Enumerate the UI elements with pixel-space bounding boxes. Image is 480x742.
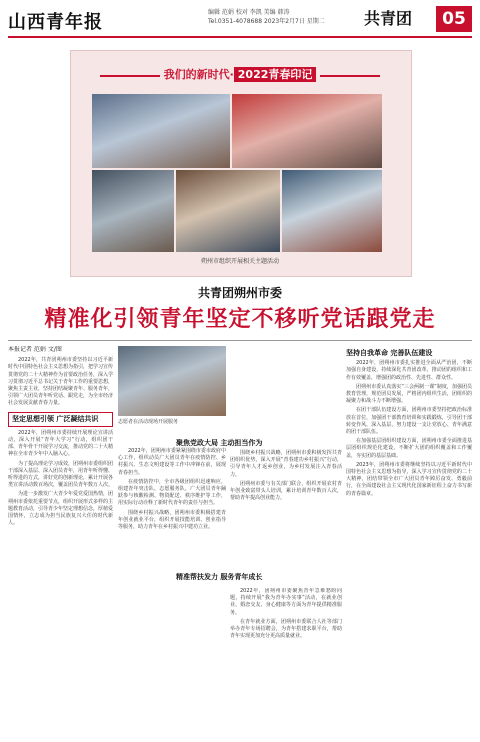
body-paragraph: 在青年就业方面，团朔州市委联合人社等部门举办青年专场招聘会，为青年搭建求职平台，帮助青年实现更加充分更高质量就业。 bbox=[230, 618, 342, 640]
headline-rule bbox=[8, 340, 472, 341]
body-paragraph: 2023年，团朔州市委将继续坚持以习近平新时代中国特色社会主义思想为指导，深入学习宣传贯彻党的二十大精神，团结带领全市广大团员青年踔厉奋发、勇毅前行，在全面建设社会主义现代化国家新征程上奋力书写新的青春篇章。 bbox=[346, 461, 472, 497]
banner-text bbox=[70, 66, 410, 82]
body-paragraph: 团朔州市委与有关部门联合，组织开展农村青年创业致富带头人培训，累计培训青年数百人次，帮助青年提高创业能力。 bbox=[230, 480, 342, 502]
section-heading: 聚焦党政大局 主动担当作为 bbox=[176, 439, 263, 447]
edition-date: Tel.0351-4078688 2023年2月7日 星期二 bbox=[208, 18, 325, 25]
section-title: 共青团 bbox=[364, 9, 413, 28]
article-column-1 bbox=[8, 346, 113, 736]
body-paragraph: 在团干部队伍建设方面，团朔州市委坚持把政治标准放在首位，加强团干部教育培训和实践锻炼，引导团干部转变作风、深入基层，努力建设一支让党放心、青年满意的团干部队伍。 bbox=[346, 407, 472, 436]
body-paragraph: 在加强基层团组织建设方面，团朔州市委全面推进基层团组织规范化建设，不断扩大团的组织覆盖和工作覆盖，夯实团的基层基础。 bbox=[346, 438, 472, 459]
body-paragraph: 围绕乡村振兴战略，团朔州市委积极搭建青年创业就业平台，组织开展技能培训、创业指导等服务，助力青年在乡村振兴中建功立业。 bbox=[118, 509, 226, 531]
section-heading: 坚持自我革命 完善队伍建设 bbox=[346, 349, 433, 357]
byline: 本报记者 范娟 文/图 bbox=[8, 346, 62, 353]
intro-paragraph: 2022年，共青团朔州市委坚持以习近平新时代中国特色社会主义思想为指引，把学习宣传贯彻党的二十大精神作为首要政治任务，深入学习贯彻习近平总书记关于青年工作的重要思想，聚焦主责主业，坚持团结凝聚青年、服务青年，引领广大团员青年听党话、跟党走，为全市经济社会发展贡献青春力量。 bbox=[8, 357, 113, 407]
inline-photo-caption: 志愿者在活动现场开展服务 bbox=[118, 419, 179, 425]
section-heading: 坚定思想引领 广泛凝结共识 bbox=[8, 412, 113, 427]
main-headline: 精准化引领青年坚定不移听党话跟党走 bbox=[44, 306, 436, 332]
newspaper-name: 山西青年报 bbox=[8, 12, 103, 33]
body-paragraph: 2022年，团朔州市委紧紧围绕市委市政府中心工作，组织动员广大团员青年在疫情防控、乡村振兴、生态文明建设等工作中冲锋在前，展现青春担当。 bbox=[118, 448, 226, 476]
body-paragraph: 2022年，团朔州市委聚焦青年急难愁盼问题，持续开展“我为青年办实事”活动，在就业创业、婚恋交友、身心健康等方面为青年提供精准服务。 bbox=[230, 588, 342, 616]
body-paragraph: 在疫情防控中，全市各级团组织迅速响应，组建青年突击队、志愿服务队，广大团员青年踊跃参与核酸检测、物资配送、秩序维护等工作，用实际行动诠释了新时代青年的责任与担当。 bbox=[118, 478, 226, 507]
body-paragraph: 2022年，团朔州市委持续开展理论宣讲活动，深入开展“青年大学习”行动，组织团干部、青年骨干开展学习交流，推动党的二十大精神在全市青少年中入脑入心。 bbox=[8, 429, 113, 458]
header-rule bbox=[8, 36, 472, 38]
banner-highlight: 2022青春印记 bbox=[234, 67, 317, 82]
event-photo bbox=[176, 170, 280, 252]
body-paragraph: 围绕乡村振兴战略，团朔州市委积极发挥共青团组织优势，深入开展“青春建功乡村振兴”行动，引导青年人才返乡创业，为乡村发展注入青春活力。 bbox=[230, 450, 342, 478]
article-column-2 bbox=[118, 428, 226, 736]
edition-info bbox=[208, 8, 348, 26]
event-photo bbox=[282, 170, 382, 252]
page-number: 05 bbox=[436, 6, 472, 32]
body-paragraph: 团朔州市委认真落实“三会两制一课”制度，加强团员教育管理，规范团员发展，严格团内组织生活，团组织的凝聚力和战斗力不断增强。 bbox=[346, 383, 472, 405]
banner-prefix: 我们的新时代· bbox=[163, 68, 234, 81]
section-heading: 精准帮扶发力 服务青年成长 bbox=[176, 573, 263, 581]
event-photo bbox=[92, 94, 230, 168]
article-column-4 bbox=[346, 346, 472, 736]
inline-photo bbox=[118, 346, 226, 416]
edition-staff: 编辑 范娟 校对 李凯 美编 韩涛 bbox=[208, 9, 290, 16]
body-paragraph: 为进一步激发广大青少年爱党爱国热情，团朔州市委依托重要节点，组织开展形式多样的主题教育活动，引导青少年坚定理想信念，厚植爱国情怀，立志成为担当民族复兴大任的时代新人。 bbox=[8, 491, 113, 527]
event-photo bbox=[92, 170, 174, 252]
article-kicker: 共青团朔州市委 bbox=[197, 286, 282, 300]
series-banner bbox=[70, 66, 410, 86]
article-column-3-lower bbox=[230, 588, 342, 736]
event-photo bbox=[232, 94, 382, 168]
body-paragraph: 为了提高理论学习成效，团朔州市委组织团干部深入基层、深入团员青年，用青年听得懂、听得进的方式，讲好党的创新理论，累计开展各类宣讲活动数百场次，覆盖团员青年数万人次。 bbox=[8, 460, 113, 489]
photo-caption: 朔州市组织开展相关主题活动 bbox=[200, 258, 279, 265]
body-paragraph: 2022年，团朔州市委扎实推进全面从严治团，不断加强自身建设，持续深化共青团改革，推动团的组织和工作有效覆盖，增强团的政治性、先进性、群众性。 bbox=[346, 360, 472, 381]
masthead-logo bbox=[8, 6, 128, 36]
